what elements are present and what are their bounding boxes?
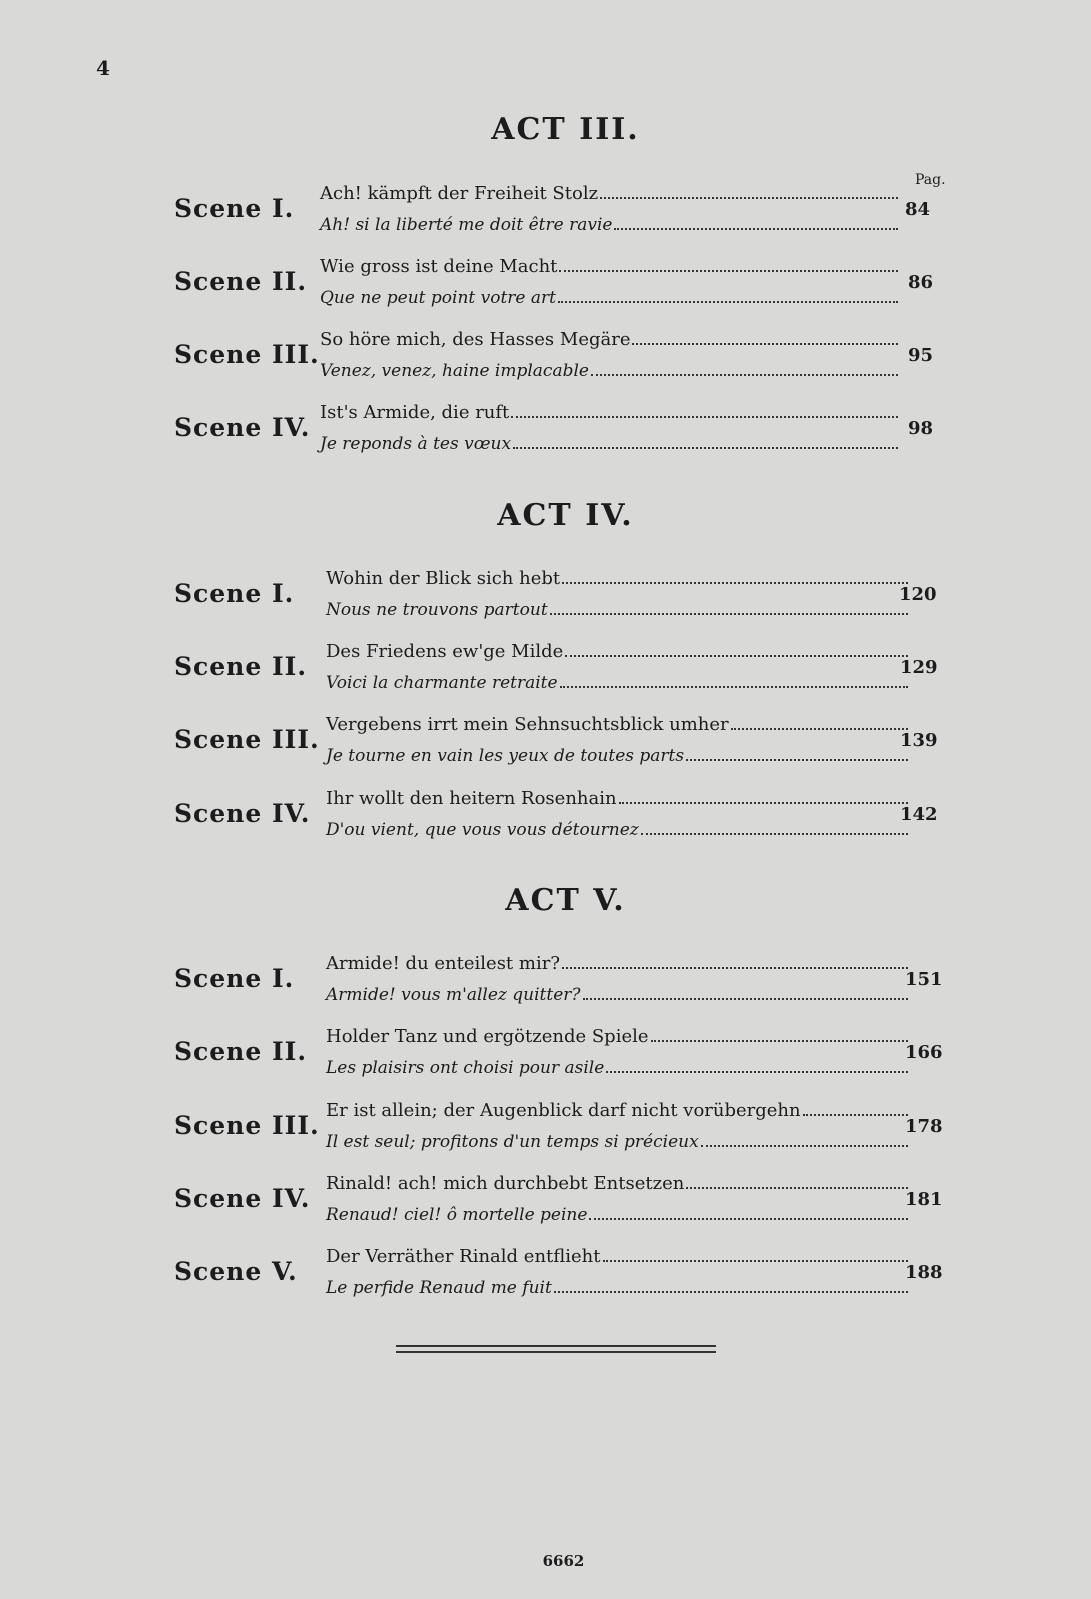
french-title: Je reponds à tes vœux	[320, 434, 512, 454]
leader-dots	[606, 1071, 908, 1073]
leader-dots	[603, 1260, 908, 1262]
leader-dots	[614, 228, 898, 230]
leader-dots	[513, 447, 898, 449]
german-title-line	[326, 709, 908, 735]
leader-dots	[686, 759, 908, 761]
scene-label: Scene II.	[174, 652, 308, 681]
german-title-line	[320, 178, 898, 204]
act-title: ACT III.	[491, 112, 640, 147]
german-title-line	[320, 397, 898, 423]
page-reference: 129	[900, 657, 938, 678]
german-title: Wie gross ist deine Macht	[320, 256, 558, 277]
page-reference: 98	[908, 418, 934, 439]
leader-dots	[554, 1291, 908, 1293]
french-title: Que ne peut point votre art	[320, 288, 556, 308]
page-reference: 86	[908, 272, 934, 293]
french-title: Je tourne en vain les yeux de toutes parts	[326, 746, 685, 766]
german-title-line	[326, 1168, 908, 1194]
french-title: Ah! si la liberté me doit être ravie	[320, 215, 613, 235]
plate-number: 6662	[542, 1552, 585, 1570]
french-title-line	[320, 282, 898, 308]
french-title: Les plaisirs ont choisi pour asile	[326, 1058, 605, 1078]
page-reference: 188	[905, 1262, 943, 1283]
leader-dots	[686, 1187, 908, 1189]
scene-label: Scene III.	[174, 1111, 320, 1140]
page-reference: 95	[908, 345, 934, 366]
page-reference: 181	[905, 1189, 943, 1210]
leader-dots	[632, 343, 898, 345]
french-title-line	[326, 594, 908, 620]
german-title-line	[326, 1095, 908, 1121]
french-title-line	[326, 1126, 908, 1152]
page-reference: 151	[905, 969, 943, 990]
act-title: ACT V.	[505, 883, 626, 918]
french-title-line	[326, 1052, 908, 1078]
german-title: Des Friedens ew'ge Milde	[326, 641, 564, 662]
leader-dots	[560, 686, 908, 688]
leader-dots	[589, 1218, 908, 1220]
scene-entry	[0, 636, 1091, 700]
german-title: Ist's Armide, die ruft	[320, 402, 510, 423]
scene-label: Scene IV.	[174, 413, 311, 442]
german-title-line	[326, 948, 908, 974]
page-reference: 139	[900, 730, 938, 751]
german-title-line	[326, 563, 908, 589]
scene-entry	[0, 709, 1091, 773]
leader-dots	[651, 1040, 908, 1042]
leader-dots	[550, 613, 908, 615]
leader-dots	[600, 197, 898, 199]
scene-entry	[0, 1021, 1091, 1085]
german-title: Armide! du enteilest mir?	[326, 953, 560, 974]
german-title-line	[320, 251, 898, 277]
scene-label: Scene II.	[174, 267, 308, 296]
german-title: Rinald! ach! mich durchbebt Entsetzen	[326, 1173, 685, 1194]
french-title-line	[320, 209, 898, 235]
scene-label: Scene III.	[174, 340, 320, 369]
french-title-line	[326, 979, 908, 1005]
german-title: Der Verräther Rinald entflieht	[326, 1246, 601, 1267]
french-title-line	[320, 355, 898, 381]
scene-entry	[0, 178, 1091, 242]
french-title-line	[326, 1272, 908, 1298]
scene-label: Scene II.	[174, 1037, 308, 1066]
page-reference: 166	[905, 1042, 943, 1063]
scene-entry	[0, 1095, 1091, 1159]
leader-dots	[731, 728, 908, 730]
leader-dots	[565, 655, 908, 657]
scene-entry	[0, 251, 1091, 315]
french-title-line	[320, 428, 898, 454]
scene-label: Scene III.	[174, 725, 320, 754]
french-title: Armide! vous m'allez quitter?	[326, 985, 581, 1005]
pag-label: Pag.	[915, 172, 946, 188]
french-title-line	[326, 740, 908, 766]
leader-dots	[641, 833, 908, 835]
leader-dots	[511, 416, 898, 418]
leader-dots	[803, 1114, 908, 1116]
leader-dots	[562, 582, 908, 584]
leader-dots	[559, 270, 898, 272]
french-title-line	[326, 667, 908, 693]
french-title-line	[326, 1199, 908, 1225]
french-title: Venez, venez, haine implacable	[320, 361, 589, 381]
german-title: So höre mich, des Hasses Megäre	[320, 329, 631, 350]
german-title: Holder Tanz und ergötzende Spiele	[326, 1026, 649, 1047]
scene-entry	[0, 397, 1091, 461]
double-rule-top	[396, 1345, 716, 1347]
leader-dots	[619, 802, 908, 804]
leader-dots	[562, 967, 908, 969]
german-title-line	[326, 1021, 908, 1047]
scene-label: Scene I.	[174, 579, 295, 608]
german-title: Er ist allein; der Augenblick darf nicht vorübergehn	[326, 1100, 801, 1121]
page-number: 4	[96, 56, 110, 80]
german-title: Wohin der Blick sich hebt	[326, 568, 561, 589]
french-title: Renaud! ciel! ô mortelle peine	[326, 1205, 588, 1225]
scene-entry	[0, 783, 1091, 847]
scene-label: Scene I.	[174, 194, 295, 223]
scene-entry	[0, 324, 1091, 388]
german-title: Ihr wollt den heitern Rosenhain	[326, 788, 617, 809]
scene-entry	[0, 1168, 1091, 1232]
page-reference: 84	[905, 199, 931, 220]
french-title: Voici la charmante retraite	[326, 673, 558, 693]
scene-label: Scene IV.	[174, 799, 311, 828]
french-title: Il est seul; profitons d'un temps si précieux	[326, 1132, 699, 1152]
page-reference: 178	[905, 1116, 943, 1137]
french-title: D'ou vient, que vous vous détournez	[326, 820, 639, 840]
french-title: Nous ne trouvons partout	[326, 600, 548, 620]
scene-entry	[0, 948, 1091, 1012]
scene-entry	[0, 1241, 1091, 1305]
scene-label: Scene IV.	[174, 1184, 311, 1213]
scene-label: Scene V.	[174, 1257, 298, 1286]
german-title-line	[320, 324, 898, 350]
act-title: ACT IV.	[497, 498, 634, 533]
leader-dots	[583, 998, 908, 1000]
leader-dots	[558, 301, 898, 303]
german-title-line	[326, 1241, 908, 1267]
german-title: Vergebens irrt mein Sehnsuchtsblick umher	[326, 714, 729, 735]
french-title: Le perfide Renaud me fuit	[326, 1278, 552, 1298]
german-title: Ach! kämpft der Freiheit Stolz	[320, 183, 599, 204]
leader-dots	[591, 374, 898, 376]
page-reference: 142	[900, 804, 938, 825]
leader-dots	[701, 1145, 908, 1147]
german-title-line	[326, 783, 908, 809]
scene-label: Scene I.	[174, 964, 295, 993]
french-title-line	[326, 814, 908, 840]
scene-entry	[0, 563, 1091, 627]
double-rule-bottom	[396, 1351, 716, 1353]
page-reference: 120	[899, 584, 937, 605]
german-title-line	[326, 636, 908, 662]
